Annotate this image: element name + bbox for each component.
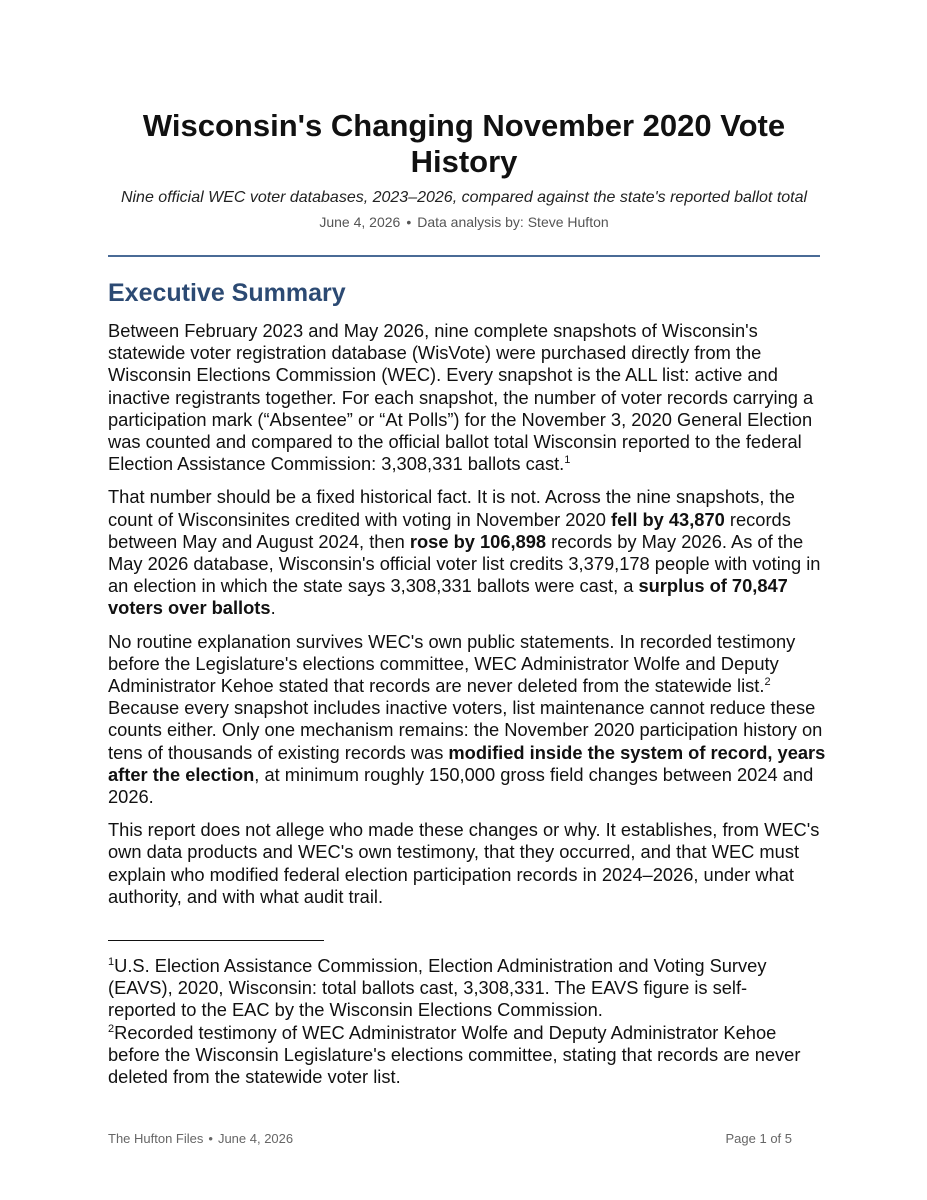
report-subtitle: Nine official WEC voter databases, 2023–2026, compared against the state's reported ballot total	[120, 189, 808, 206]
paragraph-2: That number should be a fixed historical fact. It is not. Across the nine snapshots, the count of Wisconsinites credited with voting in November 2020 fell by 43,870 records between May and August 2024, then rose by 106,898 records by May 2026. As of the May 2026 database, Wisconsin's official voter list credits 3,379,178 people with voting in an election in which the state says 3,308,331 ballots were cast, a surplus of 70,847 voters over ballots.	[108, 486, 821, 619]
report-byline: Data analysis by: Steve Hufton	[417, 214, 609, 230]
section-heading: Executive Summary	[108, 279, 346, 307]
paragraph-4: This report does not allege who made these changes or why. It establishes, from WEC's own data products and WEC's own testimony, that they occurred, and that WEC must explain who modified federal election participation records in 2024–2026, under what authority, and with what audit trail.	[108, 819, 820, 907]
report-header	[108, 108, 820, 231]
emphasis-fell: fell by 43,870	[610, 508, 725, 530]
emphasis-modified: modified inside the system of record, years after the election	[108, 741, 826, 785]
footnote-ref-1[interactable]: 1	[564, 454, 571, 467]
footnote-2: $^2$Recorded testimony of WEC Administrator Wolfe and Deputy Administrator Kehoe before the Wisconsin Legislature's elections committee, stating that records are never deleted from the statewide voter list.	[108, 1021, 801, 1088]
page-number: Page 1 of 5	[725, 1131, 792, 1146]
report-title: Wisconsin's Changing November 2020 Vote History	[142, 108, 786, 179]
footnotes	[108, 955, 808, 1088]
report-meta	[108, 213, 820, 231]
footer-separator: •	[208, 1131, 213, 1146]
footnote-divider	[108, 940, 324, 941]
report-date: June 4, 2026	[319, 214, 401, 230]
emphasis-rose: rose by 106,898	[409, 530, 547, 552]
paragraph-1: Between February 2023 and May 2026, nine complete snapshots of Wisconsin's statewide voter registration database (WisVote) were purchased directly from the Wisconsin Elections Commission (WEC). Every snapshot is the ALL list: active and inactive registrants together. For each snapshot, the number of voter records carrying a participation mark (“Absentee” or “At Polls”) for the November 3, 2020 General Election was counted and compared to the official ballot total Wisconsin reported to the federal Election Assistance Commission: 3,308,331 ballots cast.$^1$	[108, 320, 814, 475]
footer-date: June 4, 2026	[217, 1131, 294, 1146]
footnote-mark-1: 1	[108, 955, 115, 968]
emphasis-surplus: surplus of 70,847 voters over ballots	[108, 575, 788, 619]
report-body	[108, 320, 828, 919]
meta-separator: •	[406, 214, 412, 230]
footnote-1: $^1$U.S. Election Assistance Commission, Election Administration and Voting Survey (EAVS), 2020, Wisconsin: total ballots cast, 3,308,331. The EAVS figure is self-reported to the EAC by the Wisconsin Elections Commission.	[108, 955, 767, 1021]
footnote-mark-2: 2	[108, 1022, 115, 1035]
paragraph-3: No routine explanation survives WEC's own public statements. In recorded testimony before the Legislature's elections committee, WEC Administrator Wolfe and Deputy Administrator Kehoe stated that records are never deleted from the statewide list.$^2$ Because every snapshot includes inactive voters, list maintenance cannot reduce these counts either. Only one mechanism remains: the November 2020 participation history on tens of thousands of existing records was modified inside the system of record, years after the election, at minimum roughly 150,000 gross field changes between 2024 and 2026.	[108, 630, 826, 808]
header-divider	[108, 255, 820, 257]
footnote-ref-2[interactable]: 2	[764, 675, 771, 688]
footer-publication: The Hufton Files	[108, 1131, 204, 1146]
footer-left	[108, 1131, 293, 1147]
